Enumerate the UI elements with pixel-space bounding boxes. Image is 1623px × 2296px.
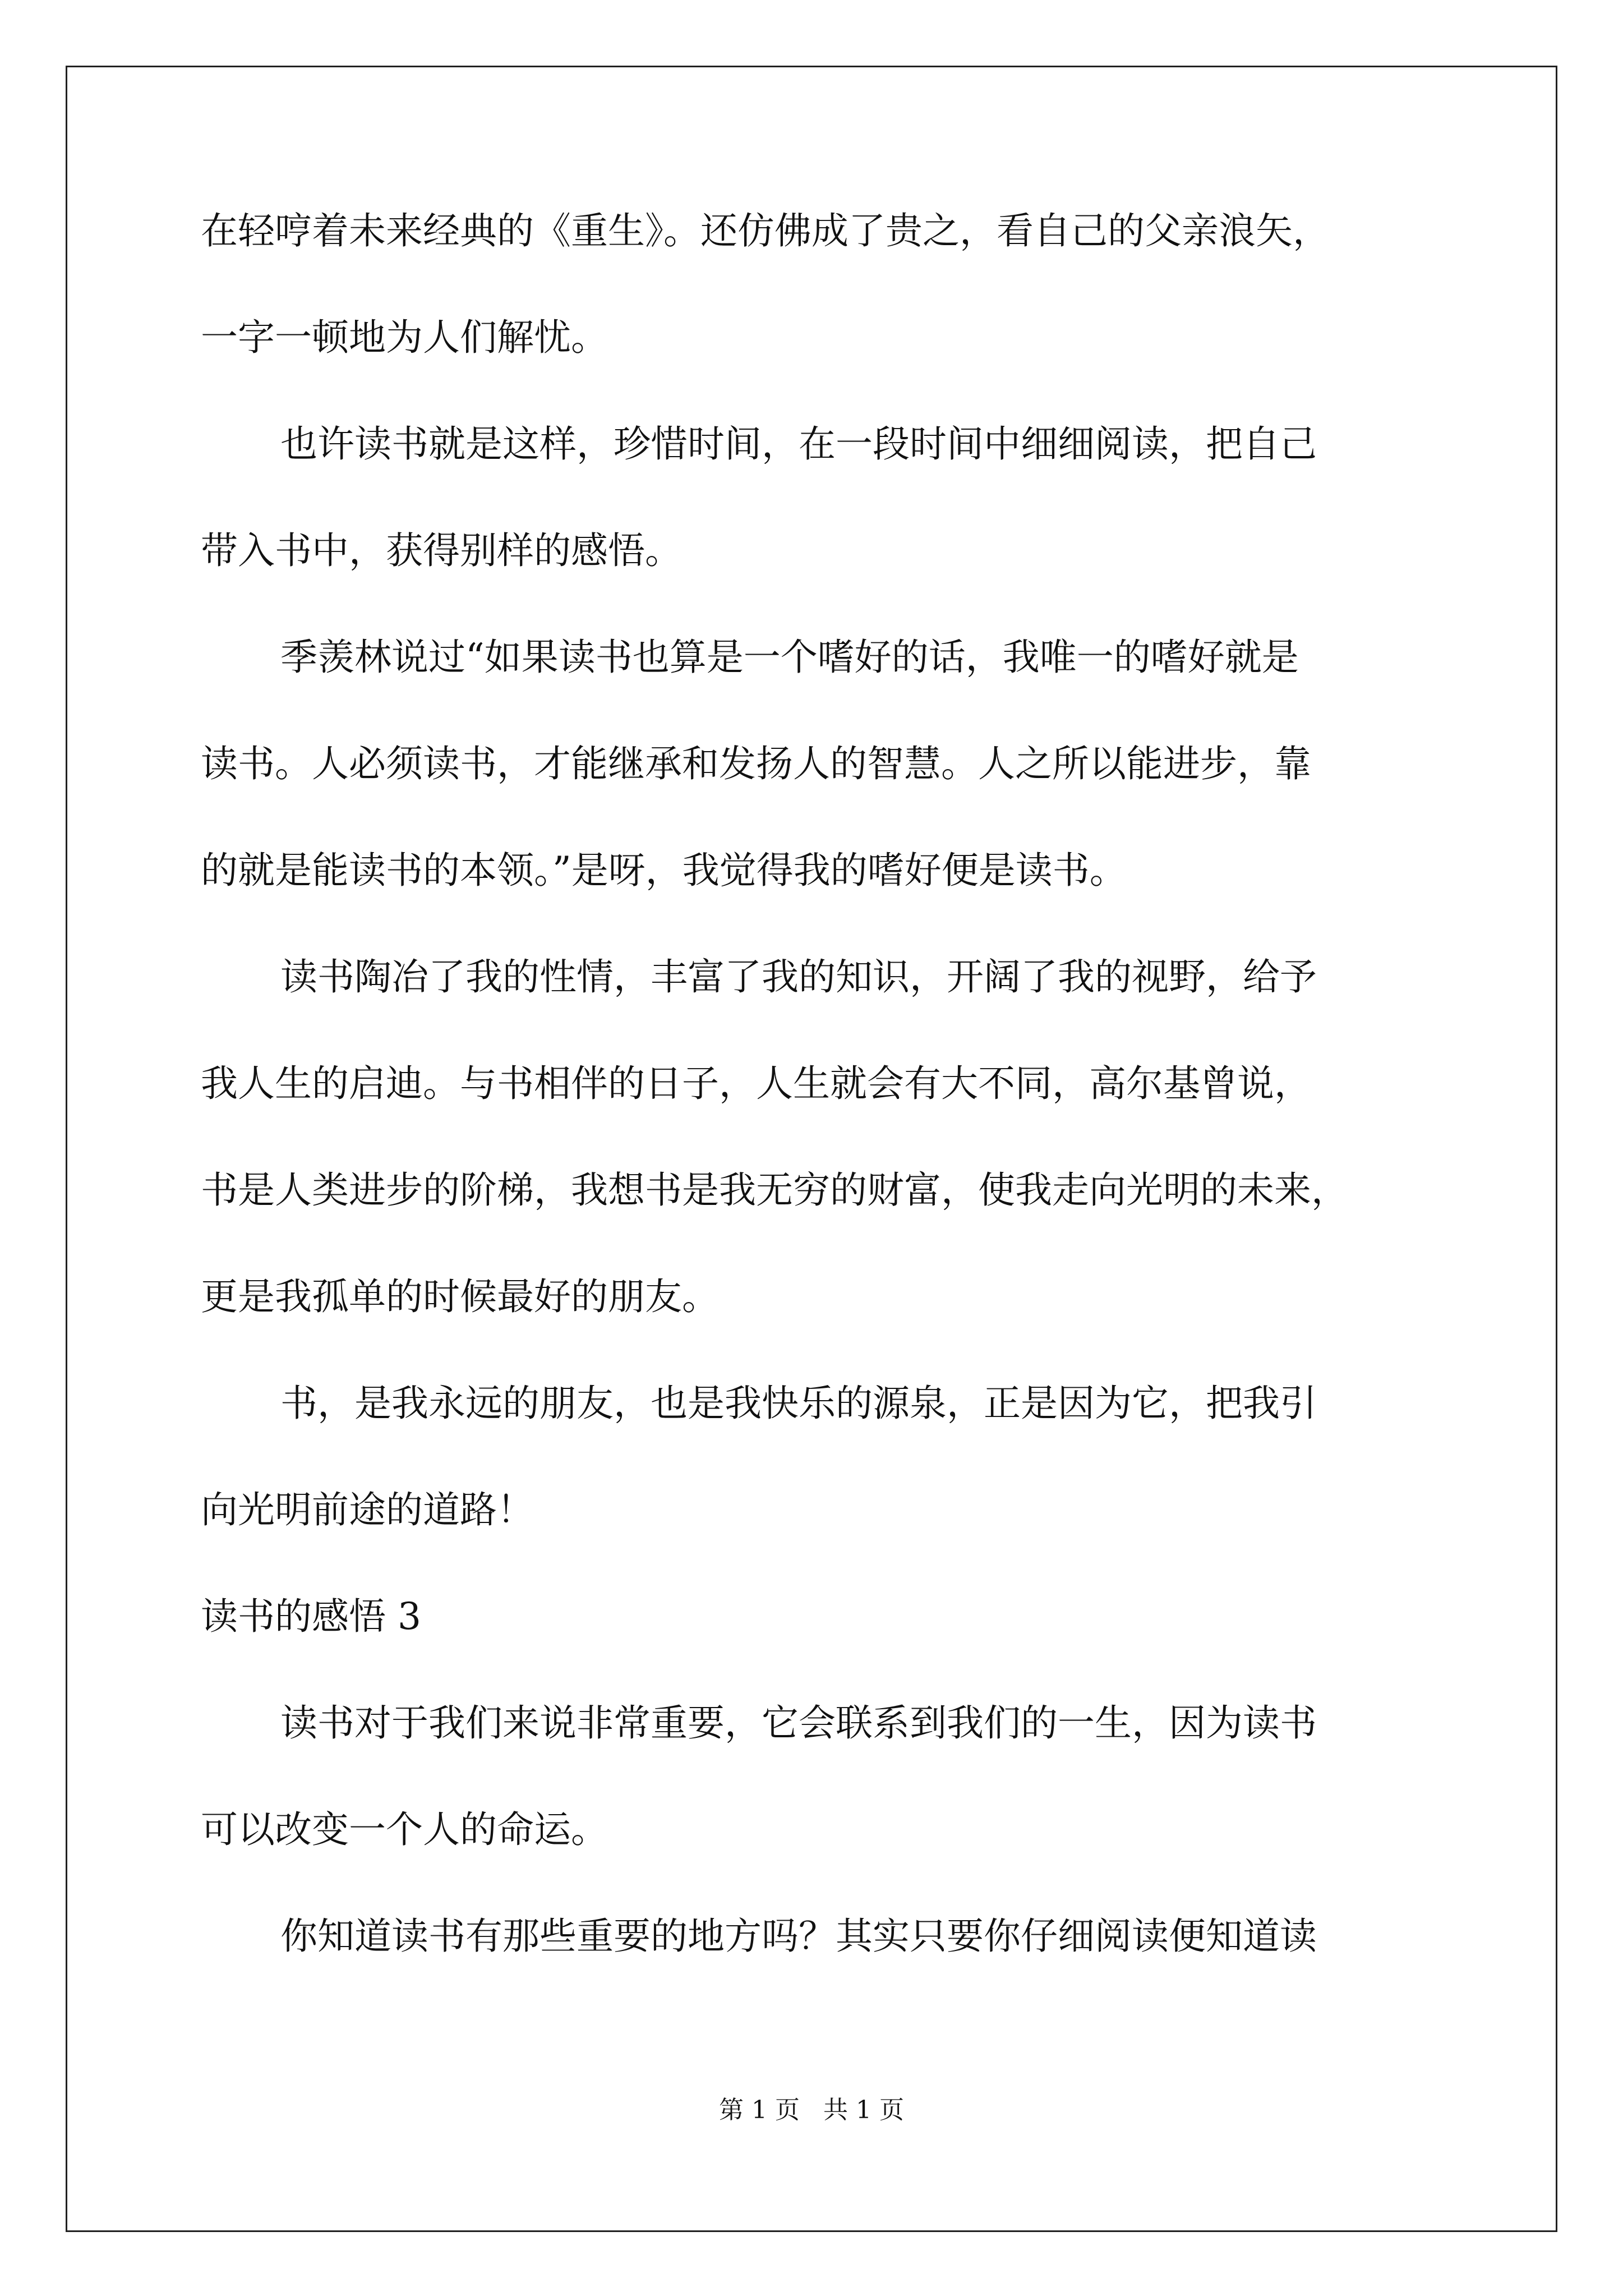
- section-heading: 读书的感悟 3: [201, 1595, 421, 1638]
- text-line: 读书陶冶了我的性情，丰富了我的知识，开阔了我的视野，给予: [280, 955, 1317, 999]
- text-line: 一字一顿地为人们解忧。: [201, 316, 608, 359]
- text-line: 书是人类进步的阶梯，我想书是我无穷的财富，使我走向光明的未来，: [201, 1168, 1348, 1212]
- text-line: 带入书中，获得别样的感悟。: [201, 529, 682, 572]
- page-number-footer: 第 1 页 共 1 页: [719, 2096, 904, 2124]
- text-line: 读书对于我们来说非常重要，它会联系到我们的一生，因为读书: [280, 1701, 1317, 1745]
- text-line: 更是我孤单的时候最好的朋友。: [201, 1275, 719, 1318]
- text-line: 我人生的启迪。与书相伴的日子，人生就会有大不同，高尔基曾说，: [201, 1062, 1311, 1105]
- text-line: 读书。人必须读书，才能继承和发扬人的智慧。人之所以能进步，靠: [201, 742, 1311, 785]
- page-border: [66, 66, 1557, 2232]
- text-line: 的就是能读书的本领。”是呀，我觉得我的嗜好便是读书。: [201, 849, 1127, 892]
- text-line: 可以改变一个人的命运。: [201, 1808, 608, 1851]
- text-line: 在轻哼着未来经典的《重生》。还仿佛成了贵之，看自己的父亲浪矢，: [201, 209, 1330, 252]
- text-line: 也许读书就是这样，珍惜时间，在一段时间中细细阅读，把自己: [280, 422, 1317, 466]
- text-line: 你知道读书有那些重要的地方吗？其实只要你仔细阅读便知道读: [280, 1915, 1317, 1958]
- text-line: 向光明前途的道路！: [201, 1488, 534, 1531]
- text-line: 季羡林说过“如果读书也算是一个嗜好的话，我唯一的嗜好就是: [280, 636, 1299, 679]
- text-line: 书，是我永远的朋友，也是我快乐的源泉，正是因为它，把我引: [280, 1382, 1317, 1425]
